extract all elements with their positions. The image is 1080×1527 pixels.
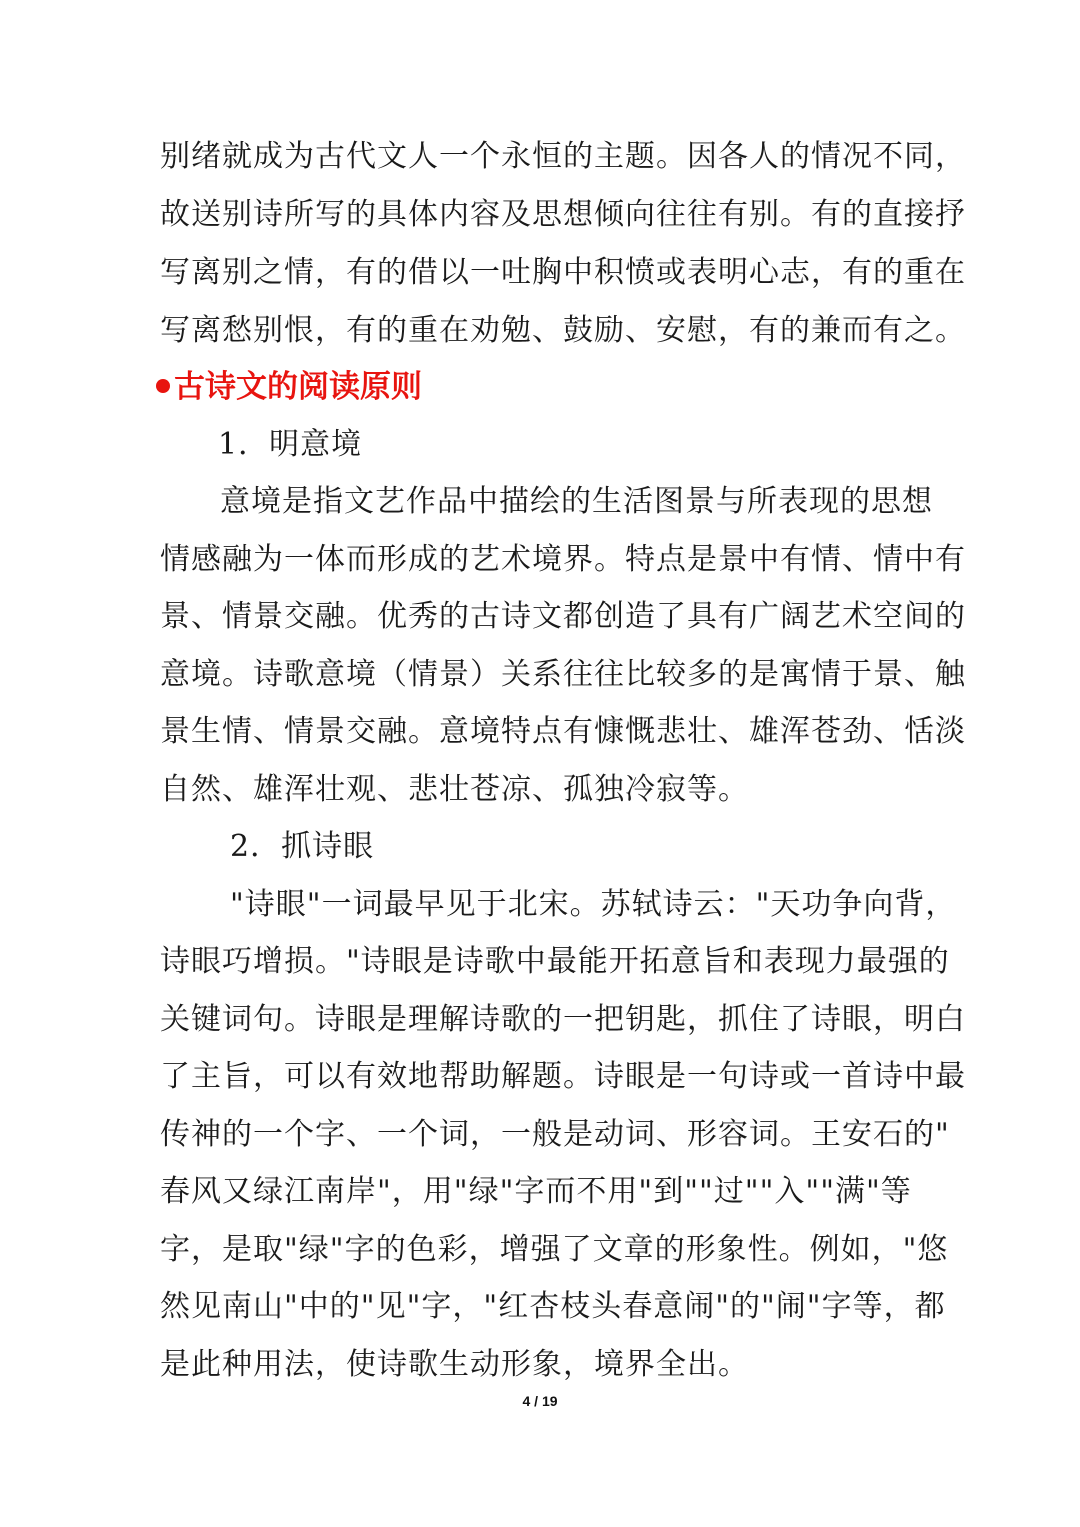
body-text-line: 景、情景交融。优秀的古诗文都创造了具有广阔艺术空间的 <box>160 599 966 634</box>
body-text-line: 然见南山"中的"见"字，"红杏枝头春意闹"的"闹"字等，都 <box>160 1289 946 1324</box>
subsection-title: 1．明意境 <box>218 427 363 462</box>
body-text-line: 传神的一个字、一个词，一般是动词、形容词。王安石的" <box>160 1117 950 1152</box>
body-text-line: 意境。诗歌意境（情景）关系往往比较多的是寓情于景、触 <box>160 657 966 692</box>
page-number: 4 / 19 <box>522 1393 558 1409</box>
body-text-line: 情感融为一体而形成的艺术境界。特点是景中有情、情中有 <box>160 542 966 577</box>
subsection-title: 2．抓诗眼 <box>230 829 375 864</box>
body-text-line: 关键词句。诗眼是理解诗歌的一把钥匙，抓住了诗眼，明白 <box>160 1002 966 1037</box>
body-text-line: 了主旨，可以有效地帮助解题。诗眼是一句诗或一首诗中最 <box>160 1059 966 1094</box>
body-text-line: 春风又绿江南岸"，用"绿"字而不用"到""过""入""满"等 <box>160 1174 912 1209</box>
body-text-line: "诗眼"一词最早见于北宋。苏轼诗云："天功争向背， <box>230 887 957 922</box>
body-text-line: 自然、雄浑壮观、悲壮苍凉、孤独冷寂等。 <box>160 772 749 807</box>
bullet-icon <box>156 379 170 393</box>
body-text-line: 写离别之情，有的借以一吐胸中积愤或表明心志，有的重在 <box>160 255 966 290</box>
body-text-line: 字，是取"绿"字的色彩，增强了文章的形象性。例如，"悠 <box>160 1232 949 1267</box>
body-text-line: 景生情、情景交融。意境特点有慷慨悲壮、雄浑苍劲、恬淡 <box>160 714 966 749</box>
section-heading-text: 古诗文的阅读原则 <box>174 369 422 405</box>
section-heading <box>156 367 422 407</box>
body-text-line: 意境是指文艺作品中描绘的生活图景与所表现的思想 <box>220 484 933 519</box>
body-text-line: 故送别诗所写的具体内容及思想倾向往往有别。有的直接抒 <box>160 197 966 232</box>
body-text-line: 写离愁别恨，有的重在劝勉、鼓励、安慰，有的兼而有之。 <box>160 313 966 348</box>
body-text-line: 诗眼巧增损。"诗眼是诗歌中最能开拓意旨和表现力最强的 <box>160 944 950 979</box>
body-text-line: 是此种用法，使诗歌生动形象，境界全出。 <box>160 1347 749 1382</box>
body-text-line: 别绪就成为古代文人一个永恒的主题。因各人的情况不同， <box>160 139 966 174</box>
